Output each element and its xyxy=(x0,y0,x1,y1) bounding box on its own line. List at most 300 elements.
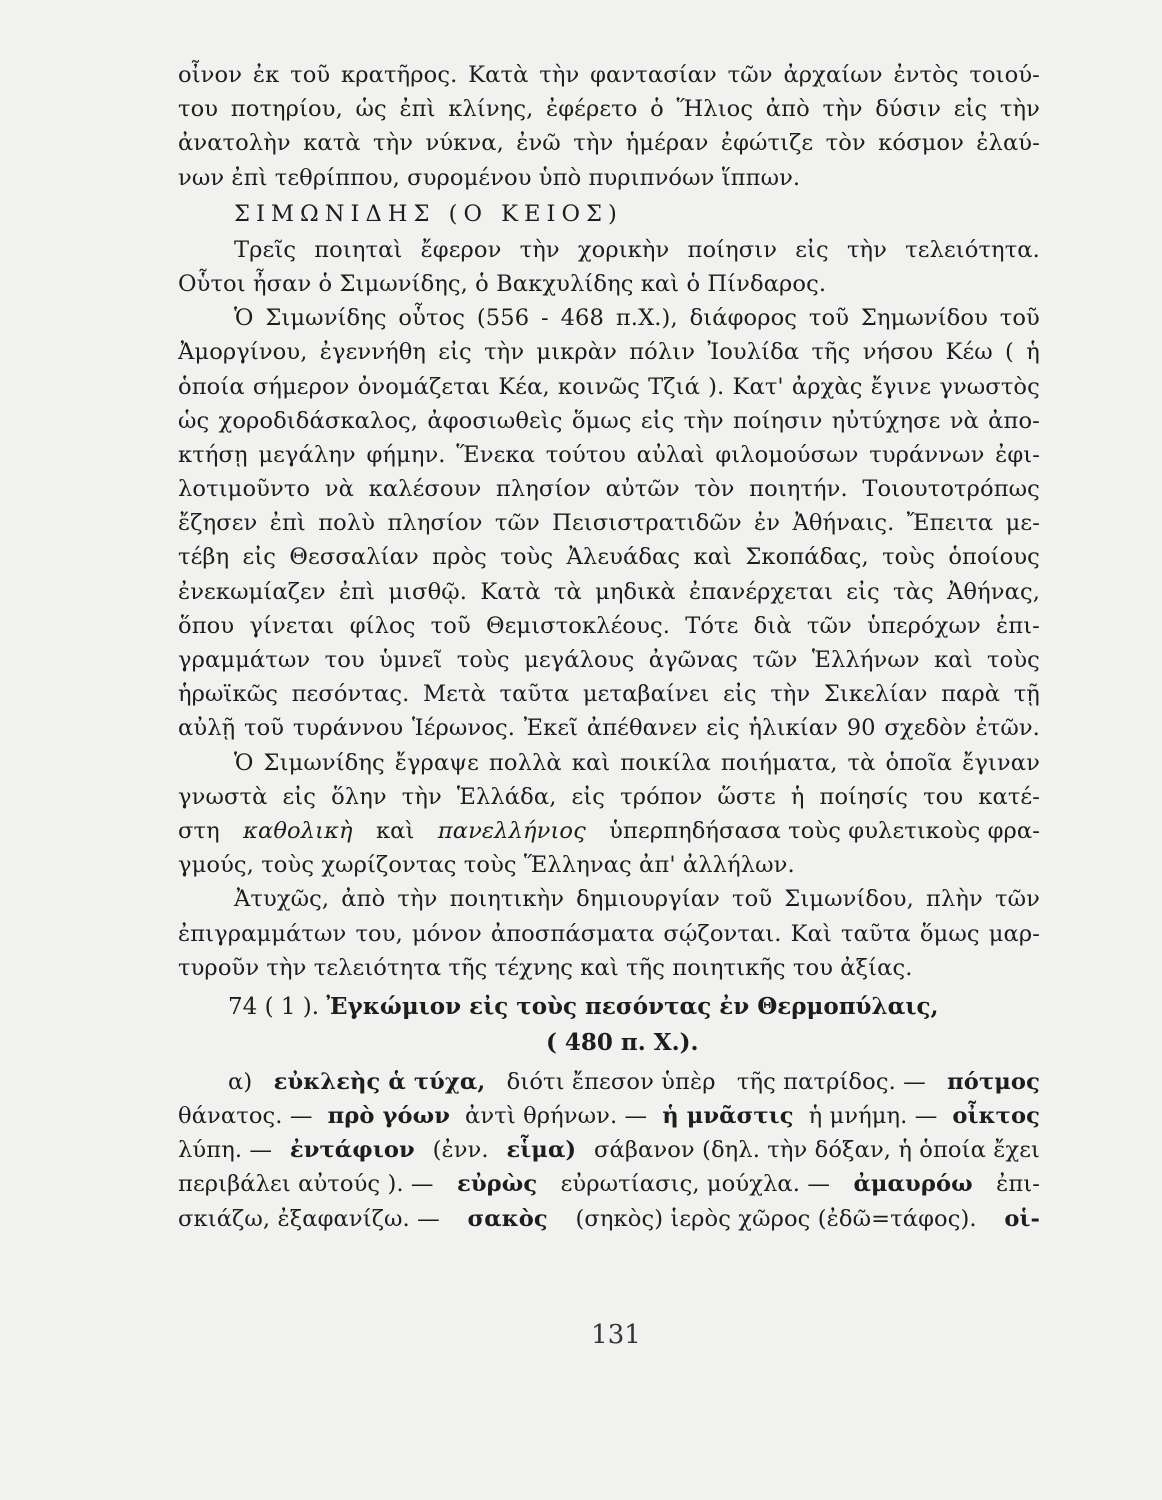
biography-paragraphs xyxy=(178,233,1040,985)
word: φήμην. xyxy=(366,441,446,468)
word: ἔγραψε xyxy=(394,749,479,776)
word: Σκοπάδας, xyxy=(745,544,869,571)
text-line xyxy=(178,126,1040,160)
word: ποίησιν xyxy=(732,407,823,434)
note-text: θάνατος. — xyxy=(178,1103,313,1130)
word: τὰς xyxy=(893,578,934,605)
word: Τοιουτοτρόπως xyxy=(862,476,1040,503)
word: κρατῆρος. xyxy=(341,62,458,88)
text-line xyxy=(178,575,1040,609)
word: Κατὰ xyxy=(468,62,529,88)
word: - xyxy=(541,305,549,332)
word: Οὗτοι xyxy=(178,270,246,297)
note-text: τῆς πατρίδος. — xyxy=(736,1068,926,1095)
word: Σημωνίδου xyxy=(860,305,988,332)
word: ). xyxy=(708,373,725,400)
word: ὁ xyxy=(686,270,701,297)
word: εἰς xyxy=(723,681,757,708)
word: ἔφερον xyxy=(420,236,502,263)
note-text: ἐπι- xyxy=(996,1171,1040,1198)
word: ποιητικὴν xyxy=(449,886,565,913)
word: νων xyxy=(178,164,225,191)
word: τῶν xyxy=(752,647,798,673)
word: Κέα, xyxy=(498,373,550,400)
word: Πίνδαρος. xyxy=(707,270,827,297)
word: ταῦτα xyxy=(841,920,911,947)
word: Ἕλληνας xyxy=(523,852,632,879)
word: τοῦ xyxy=(430,612,471,639)
text-line xyxy=(178,917,1040,951)
word: του xyxy=(324,647,365,673)
word: νύκνα, xyxy=(425,130,504,157)
word: τῶν xyxy=(994,886,1040,913)
note-term: εὐρὼς xyxy=(457,1171,538,1198)
text-line xyxy=(178,677,1040,711)
word: ( xyxy=(1005,339,1014,366)
word: ἐπιγραμμάτων xyxy=(178,920,347,947)
word: ποιηταὶ xyxy=(314,236,403,263)
word: ἐπὶ xyxy=(338,578,376,605)
word: μισθῷ. xyxy=(388,578,468,605)
word: ἐφώτιζε xyxy=(720,130,814,157)
poem-number: 74 ( 1 ). xyxy=(228,993,320,1020)
word: με- xyxy=(1005,510,1040,537)
word: ἔζησεν xyxy=(178,510,258,537)
note-line xyxy=(178,1065,1040,1099)
word: τελειότητα. xyxy=(905,236,1040,263)
word: τὴν xyxy=(519,236,560,263)
note-term: οἱ- xyxy=(1004,1205,1040,1232)
word: Κέω xyxy=(945,339,993,366)
word: τέβη xyxy=(178,544,230,571)
section-heading: ΣΙΜΩΝΙΔΗΣ (Ο ΚΕΙΟΣ) xyxy=(234,200,623,227)
word: ὀνομάζεται xyxy=(357,373,491,400)
word: Κατὰ xyxy=(480,578,541,605)
word: εἰς xyxy=(846,578,880,605)
word: τὴν xyxy=(573,130,614,157)
word: κατέ- xyxy=(978,783,1040,810)
word: τὴν xyxy=(266,954,307,981)
word: του xyxy=(178,96,219,123)
word: Ἑλλάδα, xyxy=(456,783,557,810)
word: καὶ xyxy=(571,749,611,776)
word: ἔγινε xyxy=(870,373,932,400)
word: Σικελίαν xyxy=(823,681,928,708)
page-number: 131 xyxy=(591,1320,641,1350)
word: ὅπου xyxy=(178,612,235,639)
word: μόνον xyxy=(411,920,482,947)
word: ὥστε xyxy=(717,783,776,810)
word: τὴν xyxy=(770,681,811,708)
text-line xyxy=(178,746,1040,780)
word: Τζιά xyxy=(648,373,700,400)
word: τελειότητα xyxy=(313,954,442,981)
word: πυριπνόων xyxy=(588,164,715,191)
text-line xyxy=(178,780,1040,814)
word: ὁποία xyxy=(178,373,245,400)
word: ἐφι- xyxy=(995,441,1040,468)
text-line xyxy=(178,161,1040,195)
word: (556 xyxy=(476,305,530,332)
text-line xyxy=(178,370,1040,404)
word: του xyxy=(923,783,964,810)
note-term: εὐκλεὴς ἁ τύχα, xyxy=(273,1068,486,1095)
word: γνωστὰ xyxy=(178,783,268,810)
text-line xyxy=(178,438,1040,472)
text-line xyxy=(178,267,1040,301)
word: ἀφοσιωθεὶς xyxy=(427,407,563,434)
word: ποτηρίου, xyxy=(230,96,343,123)
word: Μετὰ xyxy=(422,681,486,708)
word: Ἰουλίδα xyxy=(707,339,800,366)
word: ὑπερόχων xyxy=(867,612,981,639)
note-term: σακὸς xyxy=(467,1205,548,1232)
word: καλέσουν xyxy=(368,476,482,503)
word: ὁ xyxy=(475,270,489,297)
note-term: πότμος xyxy=(947,1068,1040,1095)
note-term: ἡ μνᾶστις xyxy=(662,1103,794,1130)
word: Ἀθήνας, xyxy=(947,578,1040,605)
word: π.Χ.), xyxy=(615,305,678,332)
word: καὶ xyxy=(640,270,680,297)
word: τὴν xyxy=(683,407,724,434)
word: ἡλικίαν xyxy=(748,715,838,742)
word: πλησίον xyxy=(495,476,591,503)
word: ἐτῶν. xyxy=(975,715,1040,742)
word: τὴν xyxy=(846,236,888,263)
word: ποιητικῆς xyxy=(672,954,786,981)
word: Ἕνεκα xyxy=(456,441,535,468)
word: τέχνης xyxy=(494,954,574,981)
word: Ἀλευάδας xyxy=(566,544,681,571)
text-line xyxy=(178,404,1040,438)
word: καὶ xyxy=(375,817,415,844)
word: ἀρχαίων xyxy=(783,62,883,88)
text-line xyxy=(178,540,1040,574)
word: σχεδὸν xyxy=(884,715,967,742)
word: Κατ' xyxy=(732,373,784,400)
word: ἐφέρετο xyxy=(546,96,638,123)
word: Ἑλλήνων xyxy=(811,647,920,673)
word: τῆς xyxy=(811,339,851,366)
word: τοῦ xyxy=(732,886,773,913)
note-label: α) xyxy=(228,1068,253,1095)
word: πόλιν xyxy=(629,339,696,366)
word: ἐγεννήθη xyxy=(319,339,427,366)
word: τοῦ xyxy=(290,62,331,88)
word: καὶ xyxy=(693,544,733,571)
word: του, xyxy=(355,920,403,947)
word: ἀγῶνας xyxy=(648,647,739,673)
word: οὗτος xyxy=(398,305,466,332)
word: τρόπον xyxy=(620,783,703,810)
word: διὰ xyxy=(753,612,792,639)
word: παρὰ xyxy=(941,681,1001,708)
word: ἐνεκωμίαζεν xyxy=(178,578,326,605)
word: σήμερον xyxy=(252,373,350,400)
word: πλησίον xyxy=(387,510,483,537)
word: τῇ xyxy=(1013,681,1040,708)
word: τυράννων xyxy=(869,441,985,468)
word: τοιού- xyxy=(969,62,1040,88)
word: χορικὴν xyxy=(577,236,670,263)
word: δημιουργίαν xyxy=(576,886,720,913)
word: τὸν xyxy=(694,476,735,503)
word: ἡ xyxy=(1026,339,1040,366)
word: αὐτῶν xyxy=(605,476,680,503)
word: γίνεται xyxy=(249,612,335,639)
word: ὑπὸ xyxy=(538,164,582,191)
note-text: (ἐνν. xyxy=(432,1137,489,1164)
word: Ἀθήναις. xyxy=(792,510,895,537)
word: τοῦ xyxy=(244,715,285,742)
word: εἰς xyxy=(953,96,988,123)
word: ἐλαύ- xyxy=(976,130,1040,157)
word: ἦσαν xyxy=(252,270,312,297)
word: εἰς xyxy=(706,715,740,742)
text-line-italic xyxy=(178,814,1040,848)
word: γνωστὸς xyxy=(939,373,1040,400)
note-text: περιβάλει αὐτούς ). — xyxy=(178,1171,434,1198)
word: ἐπὶ xyxy=(269,510,306,537)
book-page xyxy=(178,58,1040,1236)
word: αὐλαὶ xyxy=(636,441,705,468)
word: μεγάλην xyxy=(258,441,356,468)
word: τοὺς xyxy=(987,647,1040,673)
word: Τότε xyxy=(685,612,739,639)
word: τοὺς xyxy=(261,852,315,879)
note-term: εἷμα) xyxy=(506,1137,577,1164)
word: γμούς, xyxy=(178,852,254,879)
word: τοῦ xyxy=(808,305,850,332)
word: ἐντὸς xyxy=(893,62,959,88)
note-term: πρὸ γόων xyxy=(327,1103,451,1130)
word: τοὺς xyxy=(463,852,517,879)
word: ὁποῖα xyxy=(885,749,953,776)
word: τυράννου xyxy=(292,715,404,742)
word: Ὁ xyxy=(234,749,254,776)
word: μηδικὰ xyxy=(595,578,676,605)
note-text: σκιάζω, ἐξαφανίζω. — xyxy=(178,1205,440,1232)
word: συρομένου xyxy=(407,164,532,191)
word: ὁ xyxy=(650,96,664,123)
word: φιλομούσων xyxy=(715,441,859,468)
word: ποίησιν xyxy=(687,236,778,263)
word: κτήσῃ xyxy=(178,441,248,468)
poem-date: ( 480 π. Χ.). xyxy=(546,1028,699,1056)
text-line xyxy=(178,58,1040,92)
note-term: οἶκτος xyxy=(952,1103,1040,1130)
word: εἰς xyxy=(438,339,472,366)
word: τῆς xyxy=(626,954,666,981)
word: του xyxy=(792,954,834,981)
word: Σιμωνίδης xyxy=(263,749,385,776)
word: τυροῦν xyxy=(178,954,260,981)
word: στη xyxy=(178,817,220,844)
text-line xyxy=(178,301,1040,335)
word: Θεσσαλίαν xyxy=(289,544,419,571)
word: τῆς xyxy=(448,954,488,981)
note-text: διότι ἔπεσον ὑπὲρ xyxy=(506,1068,716,1095)
word: τὴν xyxy=(999,96,1040,123)
word: ἡμέραν xyxy=(625,130,709,157)
word: αὐλῇ xyxy=(178,715,236,742)
word: Καὶ xyxy=(790,920,832,947)
word: ἀλλήλων. xyxy=(682,852,795,879)
word: ἵππων. xyxy=(721,164,801,191)
word: ἀπ' xyxy=(639,852,676,879)
word: Πεισιστρατιδῶν xyxy=(552,510,742,537)
word: ἐνῶ xyxy=(516,130,561,157)
word: τοὺς xyxy=(456,647,510,673)
word: ποιητήν. xyxy=(749,476,848,503)
word: ποικίλα xyxy=(620,749,711,776)
notes xyxy=(178,1065,1040,1236)
word: 90 xyxy=(846,715,876,742)
word: τὴν xyxy=(397,886,438,913)
word: Σιμωνίδου, xyxy=(784,886,914,913)
word: ἀρχὰς xyxy=(791,373,863,400)
word: ἐκ xyxy=(252,62,280,88)
word: τὴν xyxy=(822,96,863,123)
word: κλίνης, xyxy=(448,96,534,123)
word: νὰ xyxy=(324,476,354,503)
word: ἐν xyxy=(754,510,781,537)
word: τὰ xyxy=(553,578,582,605)
word: Θεμιστοκλέους. xyxy=(485,612,670,639)
word: ἀπο- xyxy=(988,407,1040,434)
word: ἐπι- xyxy=(996,612,1040,639)
word: ὁποίους xyxy=(948,544,1040,571)
word: Σιμωνίδης, xyxy=(339,270,468,297)
word: καὶ xyxy=(580,954,619,981)
word: Τρεῖς xyxy=(234,236,297,263)
word: Ἐκεῖ xyxy=(523,715,579,742)
word: τῶν xyxy=(494,510,540,537)
word: τὴν xyxy=(484,339,525,366)
word: ἀξίας. xyxy=(840,954,913,981)
word: εἰς xyxy=(795,236,829,263)
word: τεθρίππου, xyxy=(274,164,400,191)
word: γραμμάτων xyxy=(178,647,311,673)
text-line xyxy=(178,643,1040,677)
word: ὡς xyxy=(355,96,387,123)
word: ἀνατολὴν xyxy=(178,130,291,157)
word: μικρὰν xyxy=(536,339,617,366)
word: ἀπὸ xyxy=(765,96,810,123)
word: μεγάλους xyxy=(524,647,635,673)
note-text: ἀντὶ θρήνων. — xyxy=(465,1103,648,1130)
italic-word: πανελλήνιος xyxy=(437,817,586,844)
word: ἔγιναν xyxy=(962,749,1040,776)
text-line xyxy=(178,951,1040,985)
word: τὴν xyxy=(401,783,442,810)
word: τοὺς xyxy=(882,544,935,571)
word: Ἔπειτα xyxy=(906,510,994,537)
word: τὴν xyxy=(373,130,414,157)
word: τῶν xyxy=(727,62,773,88)
word: 468 xyxy=(560,305,605,332)
note-line xyxy=(178,1202,1040,1236)
note-term: ἀμαυρόω xyxy=(853,1171,973,1198)
word: ὅλην xyxy=(331,783,387,810)
word: εἰς xyxy=(242,544,277,571)
poem-title-text: Ἐγκώμιον εἰς τοὺς πεσόντας ἐν Θερμοπύλαις, xyxy=(326,992,939,1020)
word: ἡ xyxy=(790,783,805,810)
word: τοῦ xyxy=(999,305,1040,332)
word: Βακχυλίδης xyxy=(496,270,634,297)
word: κοινῶς xyxy=(557,373,640,400)
word: νήσου xyxy=(862,339,934,366)
note-text: σάβανον (δηλ. τὴν δόξαν, ἡ ὁποία ἔχει xyxy=(594,1137,1040,1164)
word: φαντασίαν xyxy=(590,62,717,88)
word: τούτου xyxy=(545,441,626,468)
word: εἰς xyxy=(282,783,317,810)
word: ὡς xyxy=(178,407,210,434)
text-line xyxy=(178,609,1040,643)
word: τοὺς xyxy=(500,544,554,571)
word: ἐπανέρχεται xyxy=(688,578,834,605)
word: τὴν xyxy=(539,62,580,88)
word: μεταβαίνει xyxy=(582,681,710,708)
word: εἰς xyxy=(640,407,675,434)
note-text: λύπη. — xyxy=(178,1137,273,1164)
word: Σιμωνίδης xyxy=(265,305,387,332)
poem-title xyxy=(178,989,1040,1025)
word: κατὰ xyxy=(303,130,361,157)
word: πολὺ xyxy=(318,510,376,537)
word: ἡρωϊκῶς xyxy=(178,681,278,708)
word: πρὸς xyxy=(432,544,487,571)
intro-paragraph xyxy=(178,58,1040,195)
word: Ἀτυχῶς, xyxy=(234,886,330,913)
italic-word: καθολικὴ xyxy=(243,817,353,844)
word: τῶν xyxy=(806,612,852,639)
word: ὑμνεῖ xyxy=(379,647,443,673)
word: λοτιμοῦντο xyxy=(178,476,311,503)
word: φίλος xyxy=(349,612,416,639)
word: διάφορος xyxy=(689,305,798,332)
word: ἀποσπάσματα xyxy=(490,920,655,947)
word: Ἀμοργίνου, xyxy=(178,339,308,366)
word: ταῦτα xyxy=(499,681,570,708)
note-line xyxy=(178,1167,1040,1201)
text-line xyxy=(178,882,1040,916)
word: ἀπὸ xyxy=(341,886,386,913)
text-line xyxy=(178,711,1040,745)
note-term: ἐντάφιον xyxy=(289,1137,415,1164)
word: πλὴν xyxy=(926,886,983,913)
word: σῴζονται. xyxy=(663,920,782,947)
word: ὑπερπηδήσασα τοὺς φυλετικοὺς φρα- xyxy=(609,817,1040,844)
word: οἶνον xyxy=(178,62,243,88)
word: ἀπέθανεν xyxy=(586,715,698,742)
word: τὰ xyxy=(847,749,876,776)
word: ηὐτύχησε xyxy=(831,407,941,434)
text-line xyxy=(178,335,1040,369)
word: ἐπὶ xyxy=(399,96,436,123)
word: νὰ xyxy=(949,407,979,434)
word: κόσμον xyxy=(878,130,964,157)
text-line xyxy=(178,233,1040,267)
word: ποίησίς xyxy=(819,783,909,810)
word: Ἱέρωνος. xyxy=(412,715,515,742)
word: ὁ xyxy=(318,270,333,297)
word: χοροδιδάσκαλος, xyxy=(218,407,419,434)
word: Ὁ xyxy=(234,305,254,332)
text-line xyxy=(178,848,1040,882)
note-text: εὐρωτίασις, μούχλα. — xyxy=(560,1171,831,1198)
